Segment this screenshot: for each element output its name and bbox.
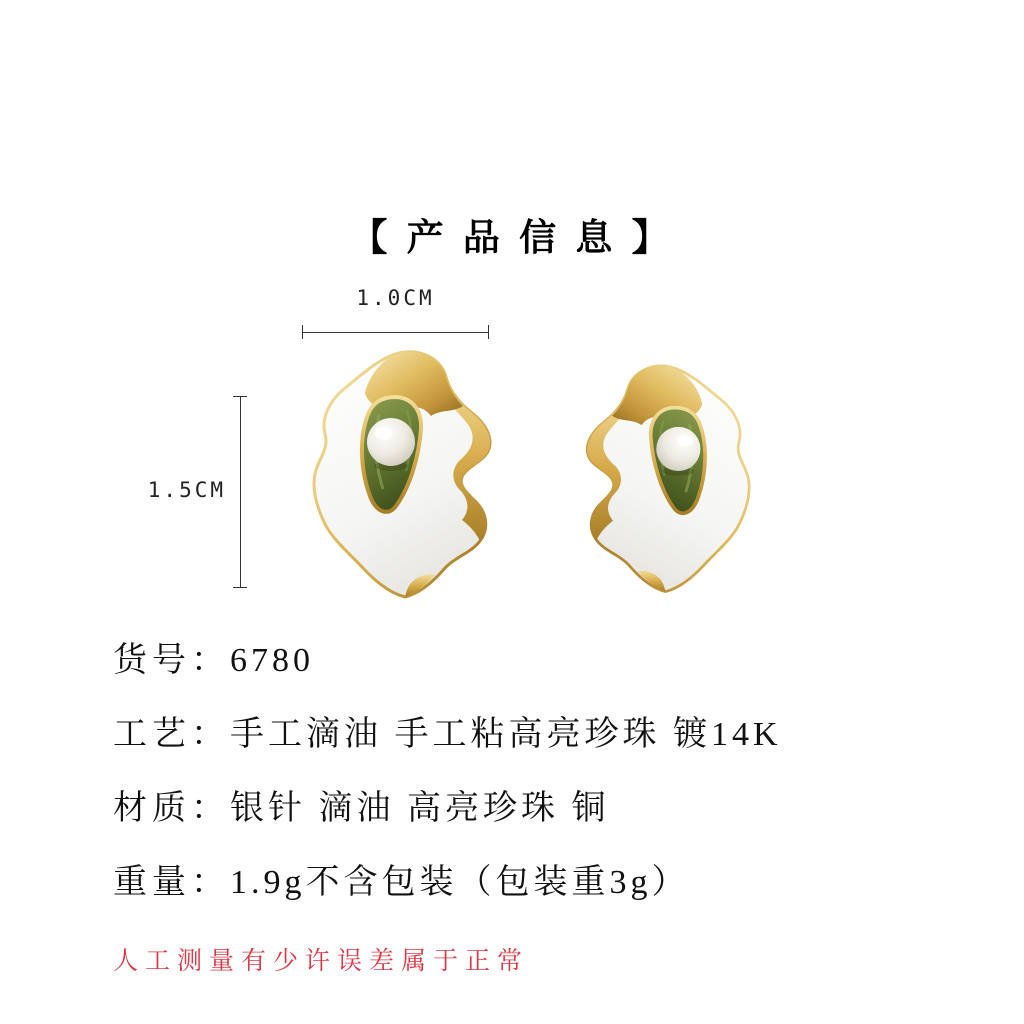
spec-material: [113, 789, 782, 829]
spec-craft-value: 手工滴油 手工粘高亮珍珠 镀14K: [230, 716, 782, 753]
width-measurement-label: 1.0CM: [356, 286, 435, 310]
height-measurement-label: 1.5CM: [147, 478, 226, 502]
spec-weight-label: 重量：: [113, 864, 230, 901]
spec-craft-label: 工艺：: [113, 716, 230, 753]
height-measurement-line: [233, 396, 247, 588]
spec-material-value: 银针 滴油 高亮珍珠 铜: [230, 790, 610, 827]
measurement-disclaimer-note: 人工测量有少许误差属于正常: [113, 948, 530, 975]
spec-item-number-label: 货号：: [113, 642, 230, 679]
spec-weight-value: 1.9g不含包装（包装重3g）: [230, 864, 690, 901]
page-title: 【 产 品 信 息 】: [350, 218, 674, 259]
spec-craft: [113, 715, 782, 755]
width-measurement-line: [302, 325, 489, 339]
earring-right-image: [579, 356, 763, 599]
earring-left-image: [299, 347, 499, 599]
spec-item-number-value: 6780: [230, 642, 314, 679]
spec-material-label: 材质：: [113, 790, 230, 827]
product-specs: [113, 641, 782, 937]
spec-weight: [113, 863, 782, 903]
spec-item-number: [113, 641, 782, 681]
